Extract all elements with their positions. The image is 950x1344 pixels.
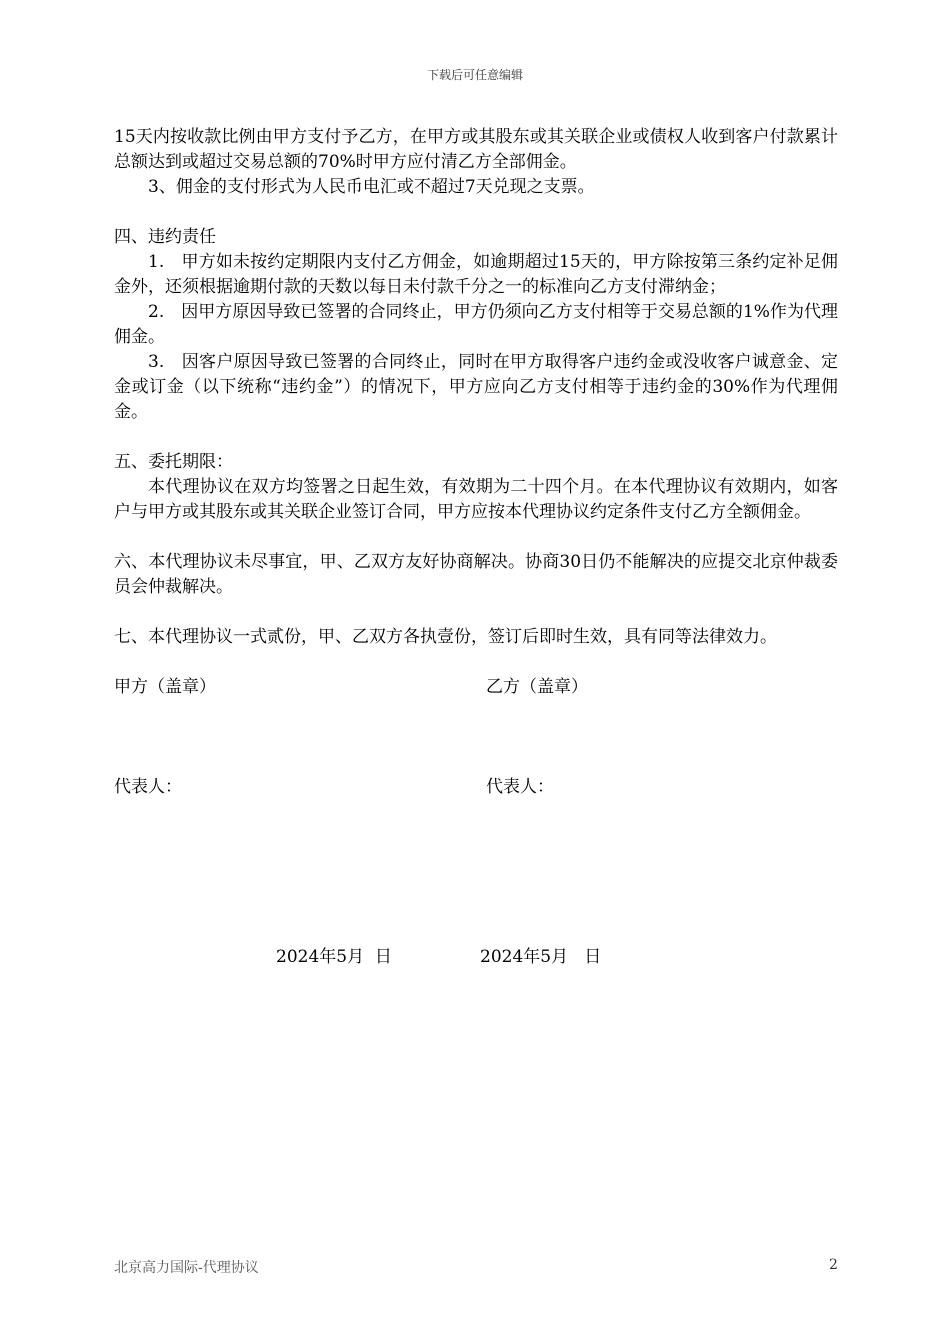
party-a-representative-label: 代表人： [114,777,182,797]
party-b-date: 2024年5月 日 [480,947,602,967]
paragraph-term: 本代理协议在双方均签署之日起生效，有效期为二十四个月。在本代理协议有效期内，如客户与甲方或其股东或其关联企业签订合同，甲方应按本代理协议约定条件支付乙方全额佣金。 [114,477,838,522]
party-b-seal-label: 乙方（盖章） [486,677,588,697]
footer-page-number: 2 [829,1257,838,1273]
section-arbitration: 六、本代理协议未尽事宜，甲、乙双方友好协商解决。协商30日仍不能解决的应提交北京仲裁委员会仲裁解决。 [114,552,838,597]
party-b-representative-label: 代表人： [486,777,554,797]
paragraph-commission-payment: 15天内按收款比例由甲方支付予乙方，在甲方或其股东或其关联企业或债权人收到客户付款累计总额达到或超过交易总额的70%时甲方应付清乙方全部佣金。 [114,127,838,172]
seal-row [114,675,838,700]
party-a-seal-label: 甲方（盖章） [114,677,216,697]
party-a-date: 2024年5月 日 [276,947,392,967]
section-heading-breach: 四、违约责任 [114,227,216,247]
section-heading-term: 五、委托期限： [114,452,233,472]
paragraph-breach-1: 1. 甲方如未按约定期限内支付乙方佣金，如逾期超过15天的，甲方除按第三条约定补足佣金外，还须根据逾期付款的天数以每日未付款千分之一的标准向乙方支付滞纳金； [114,252,838,297]
footer-document-title: 北京高力国际-代理协议 [114,1260,259,1276]
paragraph-payment-form: 3、佣金的支付形式为人民币电汇或不超过7天兑现之支票。 [148,177,595,197]
document-body [114,125,838,800]
section-copies: 七、本代理协议一式贰份，甲、乙双方各执壹份，签订后即时生效，具有同等法律效力。 [114,627,777,647]
header-note: 下载后可任意编辑 [426,68,523,82]
paragraph-breach-3: 3. 因客户原因导致已签署的合同终止，同时在甲方取得客户违约金或没收客户诚意金、定金或订金（以下统称“违约金”）的情况下，甲方应向乙方支付相等于违约金的30%作为代理佣金。 [114,352,838,422]
paragraph-breach-2: 2. 因甲方原因导致已签署的合同终止，甲方仍须向乙方支付相等于交易总额的1%作为代理佣金。 [114,302,838,347]
representative-row [114,775,838,800]
